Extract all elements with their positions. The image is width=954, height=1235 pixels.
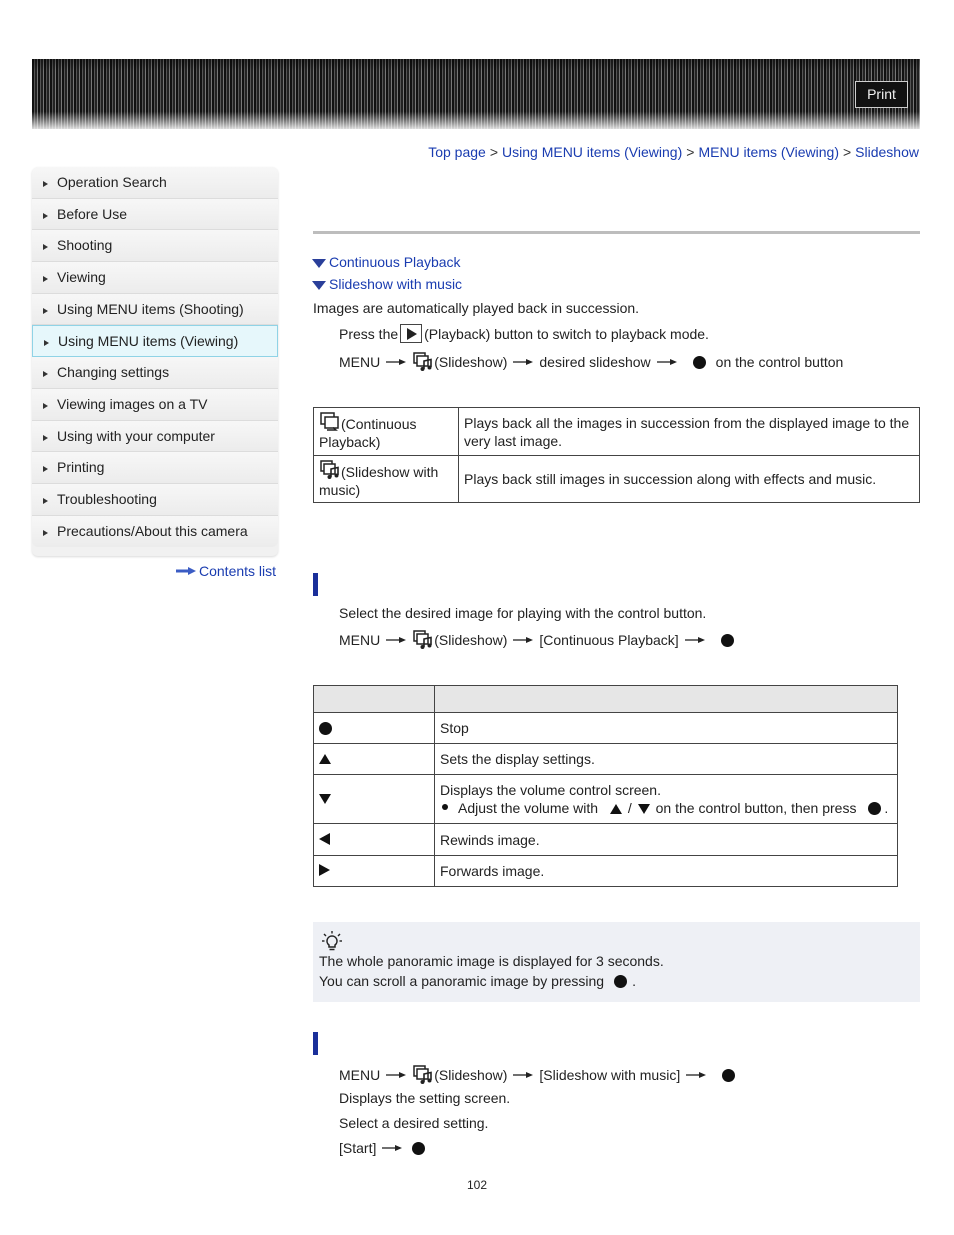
table-cell — [314, 775, 435, 824]
up-triangle-icon — [319, 754, 331, 764]
sidebar-item-menu-shooting[interactable] — [32, 294, 278, 326]
playback-icon — [400, 324, 422, 343]
table-header-cell — [435, 686, 898, 713]
table-row — [314, 775, 898, 824]
arrow-right-icon — [176, 567, 196, 575]
sidebar-item-menu-viewing[interactable] — [32, 325, 278, 357]
sub-text: / — [627, 800, 632, 816]
arrow-right-icon — [43, 498, 48, 504]
table-cell: Sets the display settings. — [435, 744, 898, 775]
slideshow-music-icon — [320, 460, 340, 480]
sidebar-item-viewing-tv[interactable] — [32, 389, 278, 421]
anchor-slideshow-music — [312, 276, 462, 292]
sidebar-item-label: Viewing images on a TV — [57, 395, 208, 412]
step-start — [339, 1140, 435, 1156]
print-button[interactable]: Print — [855, 81, 908, 108]
sidebar-item-before-use[interactable] — [32, 199, 278, 231]
arrow-right-icon — [657, 358, 677, 366]
breadcrumb-separator: > — [842, 144, 852, 160]
arrow-right-icon — [685, 636, 705, 644]
step-text: on the control button — [715, 354, 844, 370]
left-triangle-icon — [319, 833, 330, 845]
table-cell: Forwards image. — [435, 856, 898, 887]
table-cell: Plays back all the images in succession from the displayed image to the very last image. — [459, 408, 920, 456]
sidebar-item-shooting[interactable] — [32, 230, 278, 262]
table-row — [314, 456, 920, 503]
down-triangle-icon — [319, 794, 331, 804]
center-dot-icon — [614, 975, 627, 988]
anchor-link-continuous-playback[interactable]: Continuous Playback — [329, 254, 461, 270]
table-row — [314, 408, 920, 456]
arrow-right-icon — [382, 1144, 402, 1152]
arrow-right-icon — [513, 358, 533, 366]
table-row — [314, 713, 898, 744]
table-cell — [314, 824, 435, 856]
contents-list-link-wrap — [176, 563, 276, 579]
table-cell — [314, 713, 435, 744]
table-header-cell — [314, 686, 435, 713]
table-cell — [314, 856, 435, 887]
bullet-icon — [442, 804, 448, 810]
step-text: [Start] — [339, 1140, 377, 1156]
table-cell-text: Displays the volume control screen. — [440, 782, 661, 798]
hint-line-1: The whole panoramic image is displayed for 3 seconds. — [319, 953, 664, 969]
hint-line-2 — [319, 973, 636, 989]
arrow-right-icon — [43, 308, 48, 314]
sidebar-item-label: Shooting — [57, 237, 113, 254]
center-button-icon — [412, 1142, 425, 1155]
sidebar-item-label: Changing settings — [57, 364, 170, 381]
sidebar-item-operation-search[interactable] — [32, 167, 278, 199]
table-row — [314, 744, 898, 775]
table-cell — [314, 408, 459, 456]
hint-text: You can scroll a panoramic image by pressing — [319, 973, 605, 989]
center-button-icon — [722, 1069, 735, 1082]
sidebar-item-changing-settings[interactable] — [32, 357, 278, 389]
sub-text: Adjust the volume with — [458, 800, 599, 816]
step-select-image: Select the desired image for playing with the control button. — [339, 605, 707, 621]
breadcrumb-separator: > — [686, 144, 695, 160]
step-select-setting: Select a desired setting. — [339, 1115, 489, 1131]
step-text: [Slideshow with music] — [539, 1067, 681, 1083]
sidebar-item-printing[interactable] — [32, 452, 278, 484]
menu-text: MENU — [339, 632, 381, 648]
sidebar-item-label: Using MENU items (Shooting) — [57, 300, 244, 317]
table-cell-text: (Slideshow with music) — [319, 463, 439, 498]
arrow-right-icon — [43, 276, 48, 282]
hint-box — [313, 922, 920, 1002]
arrow-right-icon — [43, 403, 48, 409]
arrow-right-icon — [43, 530, 48, 536]
breadcrumb-using-menu-viewing[interactable]: Using MENU items (Viewing) — [502, 144, 683, 160]
sidebar-item-label: Before Use — [57, 205, 128, 222]
lightbulb-icon — [321, 930, 343, 952]
menu-text: MENU — [339, 354, 381, 370]
step-text: (Slideshow) — [434, 632, 508, 648]
arrow-right-icon — [513, 636, 533, 644]
sidebar-item-label: Printing — [57, 459, 105, 476]
breadcrumb — [428, 144, 919, 160]
arrow-right-icon — [43, 371, 48, 377]
sidebar-item-label: Troubleshooting — [57, 490, 157, 507]
breadcrumb-slideshow[interactable]: Slideshow — [855, 144, 919, 160]
triangle-down-icon — [312, 259, 326, 268]
table-cell: Stop — [435, 713, 898, 744]
volume-sub-bullet — [440, 799, 892, 817]
step-menu-slideshow-music — [339, 1065, 745, 1085]
slideshow-music-icon — [413, 630, 433, 650]
step-text: desired slideshow — [539, 354, 651, 370]
step-text: (Slideshow) — [434, 354, 508, 370]
step-text: Press the — [339, 325, 399, 342]
title-divider — [313, 231, 920, 234]
step-text: (Playback) button to switch to playback mode. — [424, 325, 709, 342]
anchor-link-slideshow-music[interactable]: Slideshow with music — [329, 276, 463, 292]
step-note-setting-screen: Displays the setting screen. — [339, 1090, 511, 1106]
intro-text: Images are automatically played back in succession. — [313, 300, 640, 316]
center-dot-icon — [319, 722, 332, 735]
down-triangle-icon — [638, 804, 650, 814]
sidebar-item-label: Using with your computer — [57, 427, 215, 444]
slideshow-music-icon — [413, 1065, 433, 1085]
hint-text: . — [632, 973, 636, 989]
section-heading-bar — [313, 573, 318, 596]
table-row — [314, 856, 898, 887]
breadcrumb-menu-items-viewing[interactable]: MENU items (Viewing) — [698, 144, 839, 160]
arrow-right-icon — [44, 340, 49, 346]
table-cell — [314, 744, 435, 775]
menu-text: MENU — [339, 1067, 381, 1083]
sidebar-item-troubleshooting[interactable] — [32, 484, 278, 516]
header-bar — [32, 59, 920, 129]
center-button-icon — [693, 356, 706, 369]
breadcrumb-top-page[interactable]: Top page — [428, 144, 486, 160]
breadcrumb-separator: > — [489, 144, 499, 160]
step-text: (Slideshow) — [434, 1067, 508, 1083]
table-header-row — [314, 686, 898, 713]
table-cell: Plays back still images in succession along with effects and music. — [459, 456, 920, 503]
sidebar-item-viewing[interactable] — [32, 262, 278, 294]
sidebar-item-label: Using MENU items (Viewing) — [58, 333, 239, 350]
step-menu-slideshow — [339, 352, 843, 372]
arrow-right-icon — [43, 244, 48, 250]
playback-controls-table — [313, 685, 898, 887]
arrow-right-icon — [43, 435, 48, 441]
arrow-right-icon — [43, 213, 48, 219]
sidebar-item-label: Precautions/About this camera — [57, 522, 248, 539]
step-text: [Continuous Playback] — [539, 632, 679, 648]
arrow-right-icon — [386, 1071, 406, 1079]
arrow-right-icon — [43, 181, 48, 187]
anchor-continuous-playback — [312, 254, 461, 270]
step-menu-continuous — [339, 630, 744, 650]
continuous-playback-icon — [320, 412, 340, 432]
sidebar-item-label: Viewing — [57, 269, 106, 286]
arrow-right-icon — [386, 358, 406, 366]
center-dot-icon — [868, 802, 881, 815]
contents-list-link[interactable]: Contents list — [199, 563, 277, 579]
sidebar-item-label: Operation Search — [57, 174, 167, 190]
arrow-right-icon — [386, 636, 406, 644]
up-triangle-icon — [610, 804, 622, 814]
page-number: 102 — [466, 1178, 488, 1192]
table-cell-text: (Continuous Playback) — [319, 416, 417, 450]
arrow-right-icon — [686, 1071, 706, 1079]
arrow-right-icon — [43, 466, 48, 472]
table-cell — [435, 775, 898, 824]
sidebar-nav — [32, 167, 278, 556]
sub-text: . — [884, 800, 889, 816]
arrow-right-icon — [513, 1071, 533, 1079]
sidebar-item-precautions[interactable] — [32, 516, 278, 548]
sidebar-item-computer[interactable] — [32, 421, 278, 453]
sub-text: on the control button, then press — [655, 800, 857, 816]
table-row — [314, 824, 898, 856]
step-press-playback — [339, 324, 709, 343]
table-cell — [314, 456, 459, 503]
center-button-icon — [721, 634, 734, 647]
right-triangle-icon — [319, 864, 330, 876]
table-cell: Rewinds image. — [435, 824, 898, 856]
triangle-down-icon — [312, 281, 326, 290]
section-heading-bar — [313, 1032, 318, 1055]
slideshow-music-icon — [413, 352, 433, 372]
slideshow-types-table — [313, 407, 920, 503]
